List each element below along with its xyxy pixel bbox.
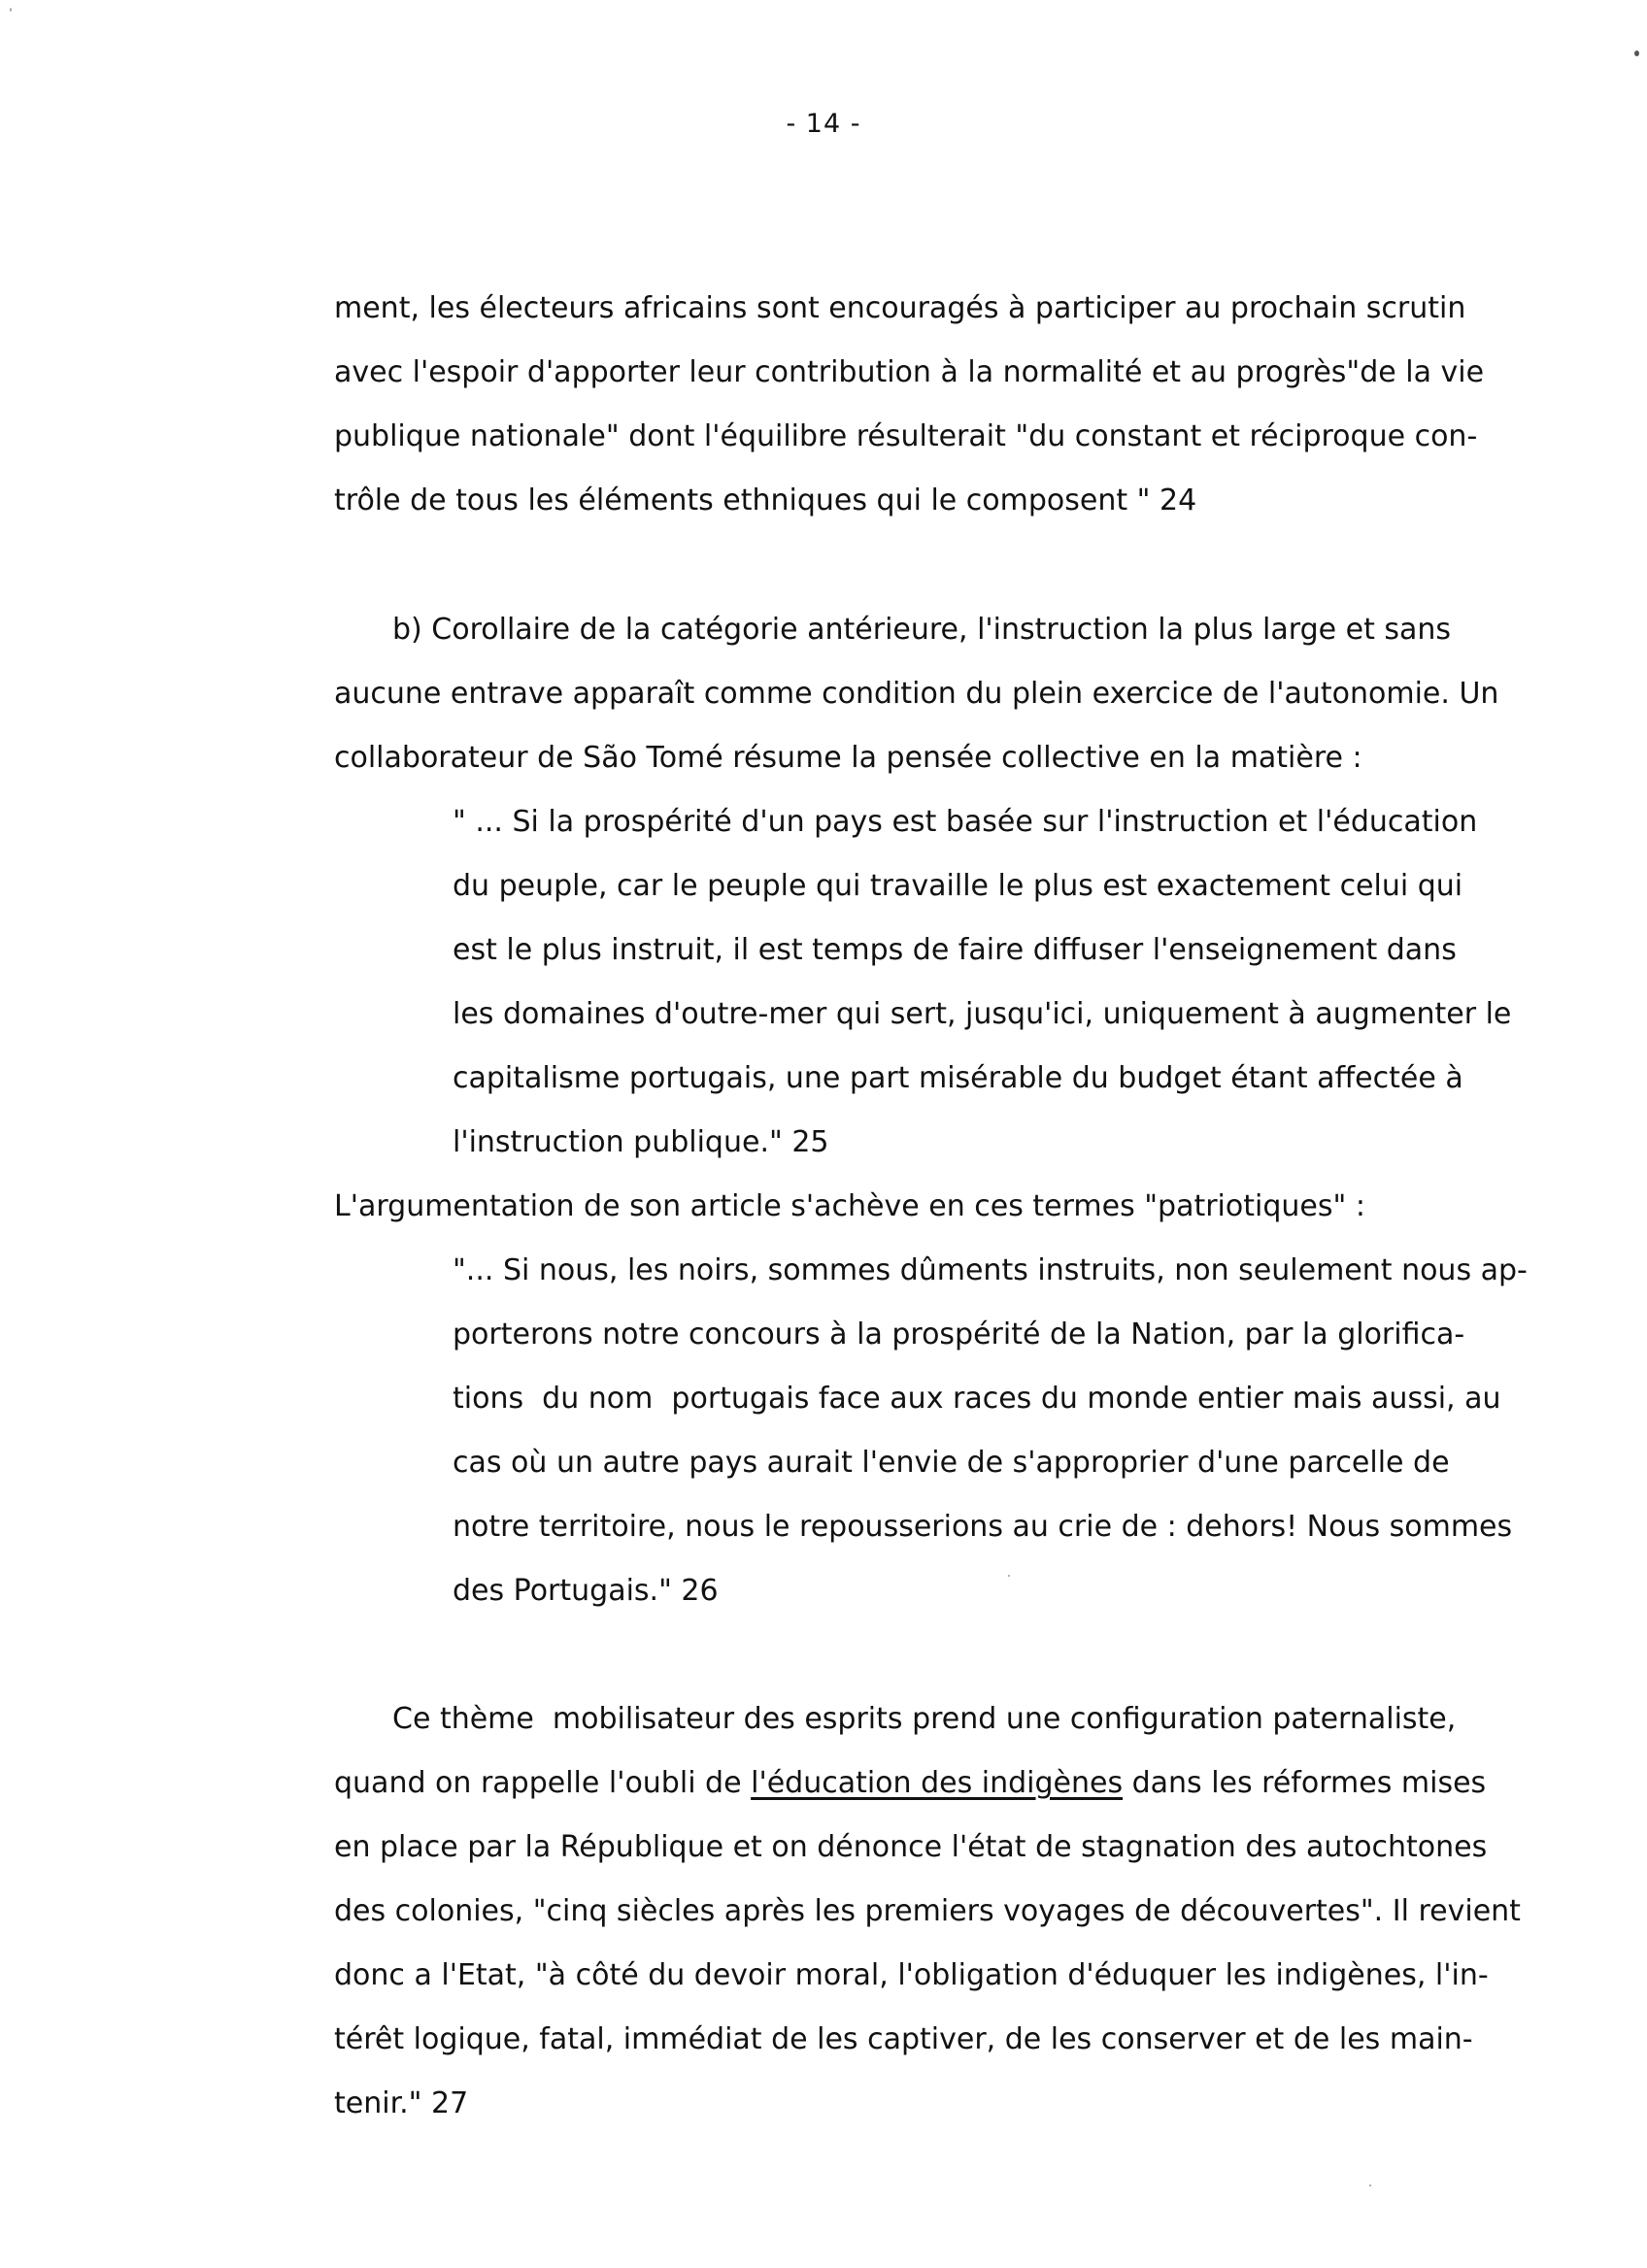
paragraph-3-line: tenir." 27 [334,2086,469,2120]
paragraph-3-text-after: dans les réformes mises [1123,1766,1487,1800]
quote-1-line: du peuple, car le peuple qui travaille le plus est exactement celui qui [453,869,1463,903]
paragraph-3-line: donc a l'Etat, "à côté du devoir moral, l'obligation d'éduquer les indigènes, l'in- [334,1958,1489,1992]
paragraph-3-line: en place par la République et on dénonce l'état de stagnation des autochtones [334,1830,1488,1864]
paragraph-3-line: térêt logique, fatal, immédiat de les captiver, de les conserver et de les main- [334,2022,1473,2056]
paragraph-2-line: b) Corollaire de la catégorie antérieure, l'instruction la plus large et sans [392,613,1452,647]
paragraph-3-line: Ce thème mobilisateur des esprits prend une configuration paternaliste, [392,1702,1457,1736]
paragraph-3-text-before: quand on rappelle l'oubli de [334,1766,752,1800]
paragraph-2-line: aucune entrave apparaît comme condition du plein exercice de l'autonomie. Un [334,677,1499,711]
quote-1-line: capitalisme portugais, une part misérable du budget étant affectée à [453,1061,1463,1095]
page-number: - 14 - [786,109,861,139]
paragraph-1-line: ment, les électeurs africains sont encouragés à participer au prochain scrutin [334,291,1466,325]
quote-1-line: " ... Si la prospérité d'un pays est basée sur l'instruction et l'éducation [453,805,1478,839]
scan-speck [10,8,12,12]
quote-1-line: est le plus instruit, il est temps de faire diffuser l'enseignement dans [453,933,1457,967]
quote-2-line: cas où un autre pays aurait l'envie de s'approprier d'une parcelle de [453,1446,1450,1480]
transition-line: L'argumentation de son article s'achève en ces termes "patriotiques" : [334,1189,1365,1223]
scan-speck [1008,1575,1010,1577]
quote-2-line: des Portugais." 26 [453,1574,719,1608]
paragraph-1-line: publique nationale" dont l'équilibre résulterait "du constant et réciproque con- [334,419,1478,453]
quote-1-line: l'instruction publique." 25 [453,1125,829,1159]
scan-speck [1634,50,1639,56]
paragraph-1-line: trôle de tous les éléments ethniques qui le composent " 24 [334,484,1197,517]
scan-speck [1369,2185,1371,2186]
paragraph-3-line: des colonies, "cinq siècles après les premiers voyages de découvertes". Il revient [334,1894,1521,1928]
paragraph-3-line-with-underline [334,1764,1486,1803]
quote-2-line: notre territoire, nous le repousserions au crie de : dehors! Nous sommes [453,1510,1513,1544]
quote-2-line: porterons notre concours à la prospérité de la Nation, par la glorifica- [453,1317,1465,1351]
quote-2-line: tions du nom portugais face aux races du monde entier mais aussi, au [453,1382,1501,1416]
quote-1-line: les domaines d'outre-mer qui sert, jusqu'ici, uniquement à augmenter le [453,997,1512,1031]
paragraph-1-line: avec l'espoir d'apporter leur contribution à la normalité et au progrès"de la vie [334,355,1485,389]
quote-2-line: "... Si nous, les noirs, sommes dûments instruits, non seulement nous ap- [453,1253,1528,1287]
paragraph-2-line: collaborateur de São Tomé résume la pensée collective en la matière : [334,741,1362,775]
underlined-phrase: l'éducation des indigènes [751,1766,1124,1800]
